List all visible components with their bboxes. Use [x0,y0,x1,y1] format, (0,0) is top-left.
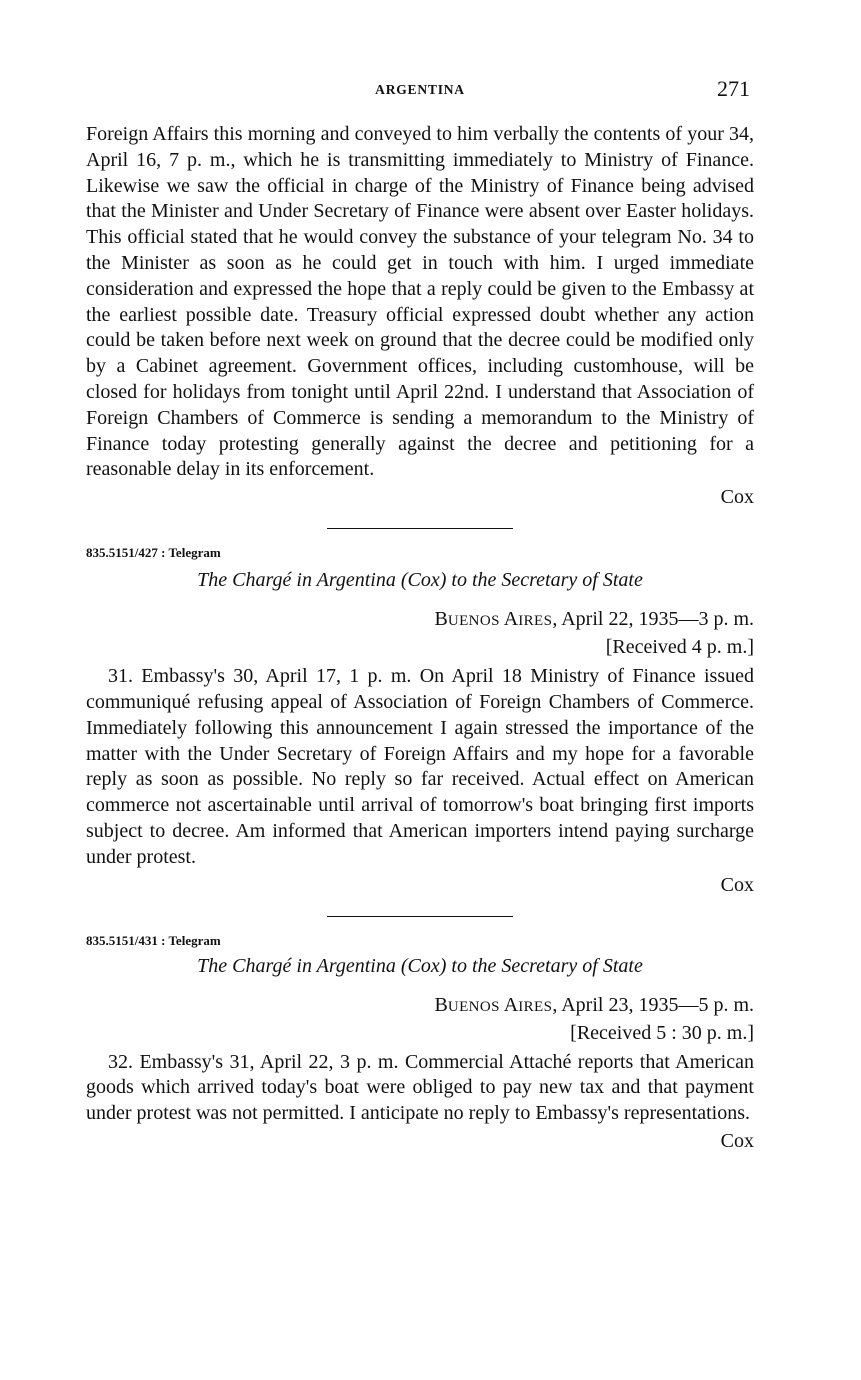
place-rest: UENOS [447,613,500,630]
received-line: [Received 5 : 30 p. m.] [570,1021,754,1044]
place-initial: B [434,608,448,631]
date-text: , April 22, 1935—3 p. m. [552,608,754,631]
place2-rest: IRES [518,998,553,1015]
telegram-section [86,545,754,897]
received-line: [Received 4 p. m.] [605,636,754,659]
dateline [86,992,754,1020]
document-page [86,78,754,1154]
signature: Cox [720,873,754,896]
dateline [86,606,754,634]
place-rest: UENOS [447,998,500,1015]
section-divider [327,528,513,529]
date-text: , April 23, 1935—5 p. m. [552,993,754,1016]
running-head [86,78,754,106]
place2-rest: IRES [518,613,553,630]
section-divider [327,916,513,917]
continuation-paragraph: Foreign Affairs this morning and conveyed to him verbally the contents of your 34, April 16, 7 p. m., which he is transmitting immediately to Ministry of Finance. Likewise we saw the official in charge of the Ministry of Finance being advised that the Minister and Under Secretary of Finance were absent over Easter holidays. This official stated that he would convey the substance of your telegram No. 34 to the Minister as soon as he could get in touch with him. I urged immediate consideration and expressed the hope that a reply could be given to the Embassy at the earliest possible date. Treasury official expressed doubt whether any action could be taken before next week on ground that the decree could be modified only by a Cabinet agreement. Government offices, including customhouse, will be closed for holidays from tonight until April 22nd. I understand that Association of Foreign Chambers of Commerce is sending a memorandum to the Ministry of Finance today protesting generally against the decree and petitioning for a reasonable delay in its enforcement. [86,123,754,481]
document-title: The Chargé in Argentina (Cox) to the Secretary of State [197,954,643,977]
place2-initial: A [503,993,519,1016]
place-initial: B [434,993,448,1016]
file-reference: 835.5151/431 : Telegram [86,932,221,948]
telegram-body: 31. Embassy's 30, April 17, 1 p. m. On April 18 Ministry of Finance issued communiqué refusing appeal of Association of Foreign Chambers of Commerce. Immediately following this announcement I again stressed the importance of the matter with the Under Secretary of Foreign Affairs and my hope for a favorable reply as soon as possible. No reply so far received. Actual effect on American commerce not ascertainable until arrival of tomorrow's boat bringing first imports subject to decree. Am informed that American importers intend paying surcharge under protest. [86,665,754,868]
telegram-body: 32. Embassy's 31, April 22, 3 p. m. Commercial Attaché reports that American goods which arrived today's boat were obliged to pay new tax and that payment under protest was not permitted. I anticipate no reply to Embassy's representations. [86,1050,754,1125]
page-number: 271 [717,76,750,101]
signature: Cox [720,486,754,509]
telegram-section [86,933,754,1154]
place2-initial: A [503,608,519,631]
running-title: ARGENTINA [375,82,465,97]
file-reference: 835.5151/427 : Telegram [86,545,221,561]
document-title: The Chargé in Argentina (Cox) to the Secretary of State [197,569,643,592]
signature: Cox [720,1129,754,1152]
